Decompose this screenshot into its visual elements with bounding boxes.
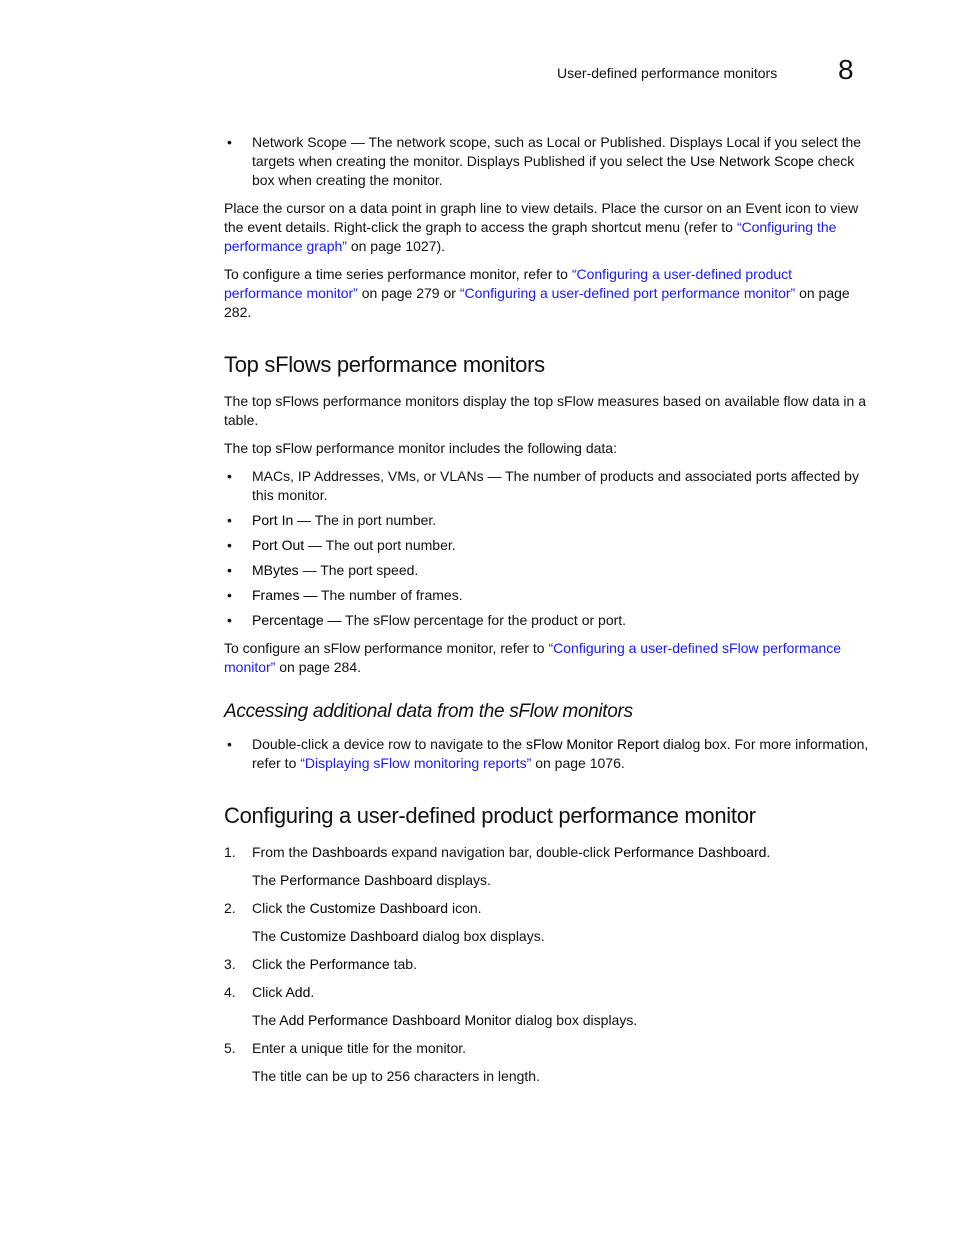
link-configuring-product-monitor[interactable]: “Configuring a user-defined product performance monitor” bbox=[224, 266, 793, 301]
paragraph-configure-time-series: To configure a time series performance monitor, refer to “Configuring a user-defined product performance monitor” on page 279 or “Configuring a user-defined port performance monitor” on page 282. bbox=[224, 266, 850, 320]
list-item: • Frames — The number of frames. bbox=[224, 586, 870, 605]
step-result: The Customize Dashboard dialog box displays. bbox=[252, 928, 545, 944]
procedure-step: 1. From the Dashboards expand navigation bar, double-click Performance Dashboard. The Performance Dashboard displays. bbox=[224, 843, 870, 890]
procedure-step: 5. Enter a unique title for the monitor. The title can be up to 256 characters in length. bbox=[224, 1039, 870, 1086]
procedure-step: 3. Click the Performance tab. bbox=[224, 956, 417, 972]
link-configuring-performance-graph[interactable]: “Configuring the performance graph” bbox=[224, 219, 837, 254]
accessing-bullet-list bbox=[224, 735, 870, 773]
list-item: • MACs, IP Addresses, VMs, or VLANs — The number of products and associated ports affected by this monitor. bbox=[224, 467, 870, 505]
sflows-bullet-list bbox=[224, 467, 870, 630]
link-configuring-port-monitor[interactable]: “Configuring a user-defined port performance monitor” bbox=[459, 285, 796, 301]
intro-bullet-list bbox=[224, 133, 870, 190]
step-number: 5. bbox=[224, 1040, 236, 1056]
procedure-steps bbox=[224, 843, 870, 1086]
running-header-title: User-defined performance monitors bbox=[557, 65, 778, 81]
link-displaying-sflow-reports[interactable]: “Displaying sFlow monitoring reports” bbox=[300, 755, 532, 771]
list-item: • Double-click a device row to navigate to the sFlow Monitor Report dialog box. For more information, refer to “Displaying sFlow monitoring reports” on page 1076. bbox=[224, 735, 870, 773]
paragraph-sflows-intro: The top sFlows performance monitors display the top sFlow measures based on available flow data in a table. bbox=[224, 393, 866, 428]
page-content bbox=[224, 133, 870, 1095]
step-result: The Performance Dashboard displays. bbox=[252, 872, 491, 888]
paragraph-sflows-data: The top sFlow performance monitor includes the following data: bbox=[224, 440, 617, 456]
heading-top-sflows: Top sFlows performance monitors bbox=[224, 352, 545, 377]
chapter-number: 8 bbox=[838, 54, 854, 85]
heading-configuring-product-monitor: Configuring a user-defined product performance monitor bbox=[224, 803, 756, 828]
step-result: The Add Performance Dashboard Monitor dialog box displays. bbox=[252, 1012, 638, 1028]
link-configuring-sflow-monitor[interactable]: “Configuring a user-defined sFlow performance monitor” bbox=[224, 640, 842, 675]
step-number: 4. bbox=[224, 984, 236, 1000]
list-item: • Port Out — The out port number. bbox=[224, 536, 870, 555]
list-item: • Network Scope — The network scope, such as Local or Published. Displays Local if you select the targets when creating the monitor. Displays Published if you select the Use Network Scope check box when creating the monitor. bbox=[224, 133, 870, 190]
list-item: • Percentage — The sFlow percentage for the product or port. bbox=[224, 611, 870, 630]
heading-accessing-additional-data: Accessing additional data from the sFlow monitors bbox=[224, 701, 633, 722]
step-result: The title can be up to 256 characters in length. bbox=[252, 1068, 540, 1084]
list-item: • Port In — The in port number. bbox=[224, 511, 870, 530]
step-number: 2. bbox=[224, 900, 236, 916]
step-number: 1. bbox=[224, 844, 236, 860]
procedure-step: 2. Click the Customize Dashboard icon. The Customize Dashboard dialog box displays. bbox=[224, 899, 870, 946]
paragraph-graph-tips: Place the cursor on a data point in graph line to view details. Place the cursor on an Event icon to view the event details. Right-click the graph to access the graph shortcut menu (refer to “Configuring the performance graph” on page 1027). bbox=[224, 200, 859, 254]
step-number: 3. bbox=[224, 956, 236, 972]
paragraph-configure-sflow: To configure an sFlow performance monitor, refer to “Configuring a user-defined sFlow performance monitor” on page 284. bbox=[224, 640, 842, 675]
list-item: • MBytes — The port speed. bbox=[224, 561, 870, 580]
procedure-step: 4. Click Add. The Add Performance Dashboard Monitor dialog box displays. bbox=[224, 983, 870, 1030]
